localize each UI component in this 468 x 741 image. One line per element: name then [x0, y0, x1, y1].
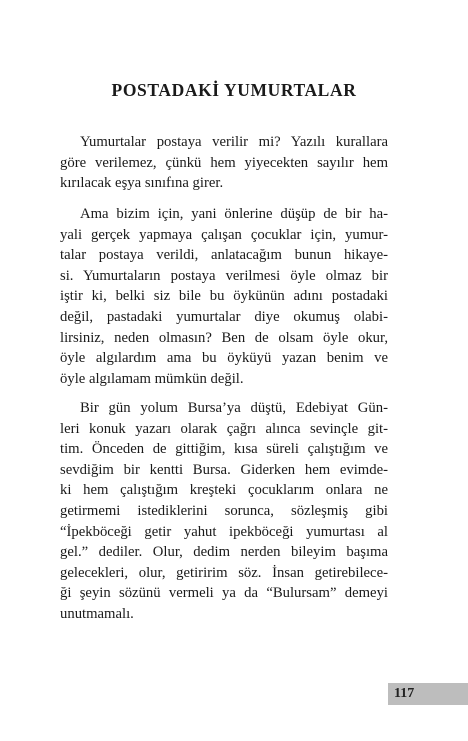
- paragraph-line: gelecekleri, olur, getiririm söz. İnsan getirebilece-: [60, 564, 388, 581]
- paragraph-line: ği şeyin sözünü vermeli ya da “Bulursam” demeyi: [60, 585, 388, 602]
- paragraph-1: [60, 132, 388, 194]
- paragraph-line: talar postaya verildi, anlatacağım bunun hikaye-: [60, 247, 388, 264]
- paragraph-line: Ama bizim için, yani önlerine düşüp de bir ha-: [80, 206, 388, 222]
- paragraph-line: ki hem çalıştığım kreşteki çocuklarım onlara ne: [60, 482, 388, 499]
- paragraph-line: iştir ki, belki siz bile bu öykünün adını postadaki: [60, 288, 388, 305]
- paragraph-line: si. Yumurtaların postaya verilmesi öyle olmaz bir: [60, 267, 388, 284]
- paragraph-line: lirsiniz, neden olmasın? Ben de olsam öyle okur,: [60, 329, 388, 346]
- paragraph-line: unutmamalı.: [60, 605, 134, 622]
- page-number: 117: [394, 686, 415, 701]
- paragraph-2: [60, 204, 388, 389]
- paragraph-line: göre verilemez, çünkü hem yiyecekten sayılır hem: [60, 154, 388, 171]
- paragraph-line: gel.” dediler. Olur, dedim nerden bileyim başıma: [60, 544, 388, 561]
- paragraph-line: Bir gün yolum Bursa’ya düştü, Edebiyat Gün-: [80, 400, 388, 416]
- paragraph-line: getirmemi istediklerini sorunca, sözleşmiş gibi: [60, 502, 388, 519]
- paragraph-line: değil, pastadaki yumurtalar diye okumuş olabi-: [60, 308, 388, 325]
- paragraph-line: öyle algılardım ama bu öyküyü yazan benim ve: [60, 350, 388, 367]
- paragraph-line: yali gerçek yapmaya çalışan çocuklar için, yumur-: [60, 226, 388, 243]
- paragraph-line: “İpekböceği getir yahut ipekböceği yumurtası al: [60, 523, 388, 540]
- paragraph-line: kırılacak eşya sınıfına girer.: [60, 175, 224, 192]
- paragraph-line: Yumurtalar postaya verilir mi? Yazılı kurallara: [80, 134, 388, 150]
- paragraph-line: sevdiğim bir kentti Bursa. Giderken hem evimde-: [60, 461, 388, 478]
- chapter-title: POSTADAKİ YUMURTALAR: [111, 80, 357, 100]
- paragraph-3: [60, 398, 388, 625]
- paragraph-line: tim. Önceden de gittiğim, kısa süreli çalıştığım ve: [60, 441, 388, 458]
- paragraph-line: öyle algılamam mümkün değil.: [60, 370, 244, 387]
- paragraph-line: leri konuk yazarı olarak çağrı alınca sevinçle git-: [60, 420, 388, 437]
